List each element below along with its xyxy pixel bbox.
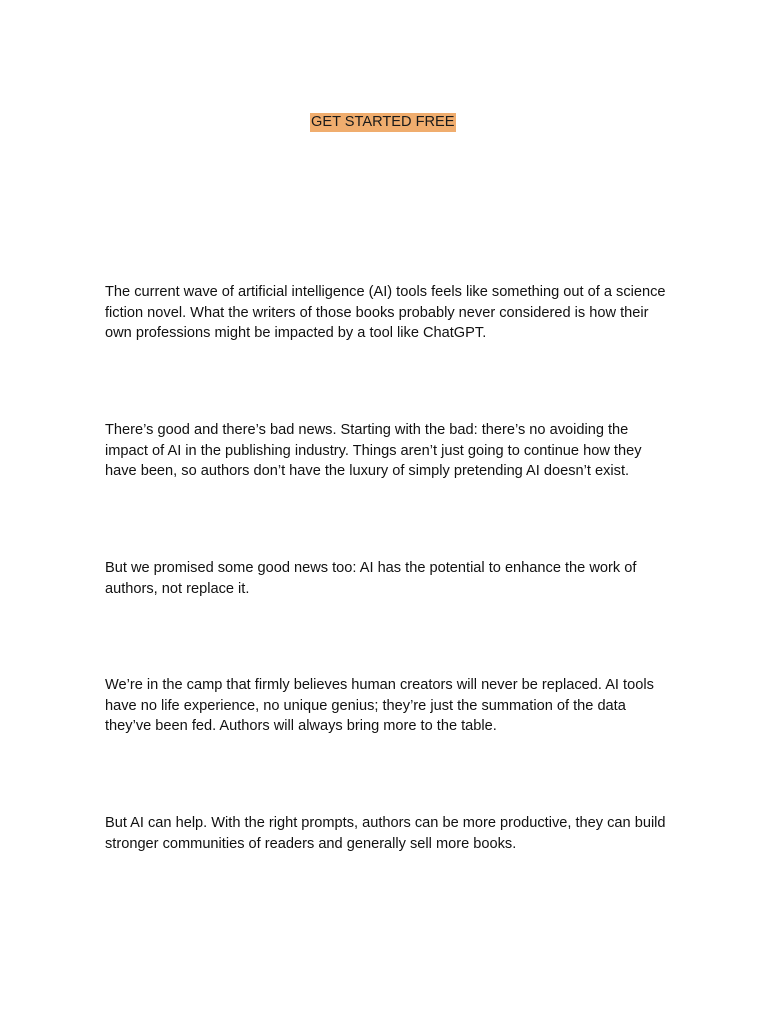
paragraph-human-creators: We’re in the camp that firmly believes human creators will never be replaced. AI tools have no life experience, no unique genius; they’re just the summation of the data they’ve been fed. Authors will always bring more to the table. [105, 677, 654, 735]
paragraph-good-news: But we promised some good news too: AI has the potential to enhance the work of authors, not replace it. [105, 560, 637, 597]
paragraph-intro: The current wave of artificial intelligence (AI) tools feels like something out of a science fiction novel. What the writers of those books probably never considered is how their own professions might be impacted by a tool like ChatGPT. [105, 284, 666, 342]
paragraph-bad-news: There’s good and there’s bad news. Starting with the bad: there’s no avoiding the impact of AI in the publishing industry. Things aren’t just going to continue how they have been, so authors don’t have the luxury of simply pretending AI doesn’t exist. [105, 422, 642, 480]
get-started-free-link[interactable]: GET STARTED FREE [311, 114, 455, 130]
paragraph-ai-can-help: But AI can help. With the right prompts, authors can be more productive, they can build stronger communities of readers and generally sell more books. [105, 815, 666, 852]
